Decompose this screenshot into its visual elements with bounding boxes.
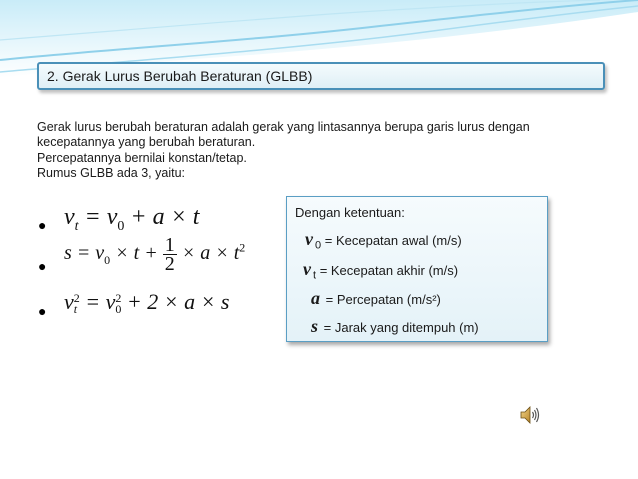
f1-rest: + a × t — [124, 204, 200, 230]
f3-lhs: v — [64, 289, 74, 314]
f3-lhs-sup: 2 — [73, 290, 80, 305]
f3-body-sub: 0 — [115, 301, 122, 316]
f2-mid: × t + — [110, 242, 163, 265]
intro-line-2: kecepatannya yang berubah beraturan. — [37, 135, 256, 149]
f2-body: = v — [71, 242, 105, 265]
f2-num: 1 — [164, 234, 175, 256]
f1-lhs-sub: t — [74, 218, 79, 234]
f3-body: = v — [79, 289, 116, 314]
f2-lhs: s — [64, 242, 72, 265]
header-wave-decoration — [0, 0, 638, 110]
legend-symbol: a — [311, 288, 320, 308]
f2-fraction — [163, 236, 177, 273]
legend-symbol: v — [305, 229, 313, 249]
legend-item-acceleration — [311, 288, 441, 309]
f2-rest: × a × t — [176, 242, 240, 265]
formula-velocity — [64, 204, 199, 235]
f1-lhs: v — [64, 204, 75, 230]
f2-den: 2 — [164, 253, 175, 275]
legend-text: = Kecepatan akhir (m/s) — [319, 263, 459, 278]
legend-text: = Kecepatan awal (m/s) — [324, 233, 462, 248]
f3-lhs-sub: t — [73, 301, 78, 316]
legend-symbol: s — [311, 316, 319, 336]
legend-text: = Percepatan (m/s²) — [325, 292, 441, 307]
slide-title-box — [37, 62, 605, 90]
legend-symbol-sub: 0 — [315, 239, 322, 252]
bullet-1: ● — [38, 217, 47, 233]
slide-title: 2. Gerak Lurus Berubah Beraturan (GLBB) — [47, 68, 313, 84]
speaker-icon[interactable] — [519, 404, 541, 426]
legend-item-initial-velocity — [305, 229, 462, 252]
legend-symbol: v — [303, 259, 311, 279]
intro-line-4: Rumus GLBB ada 3, yaitu: — [37, 166, 185, 180]
f1-body-sub: 0 — [117, 218, 125, 234]
f3-body-sup: 2 — [115, 290, 122, 305]
bullet-2: ● — [38, 258, 47, 274]
legend-symbol-sub: t — [313, 269, 317, 282]
f2-rest-sup: 2 — [239, 240, 246, 255]
formula-velocity-squared — [64, 289, 230, 315]
legend-item-final-velocity — [303, 259, 458, 282]
f1-body: = v — [78, 204, 118, 230]
legend-heading: Dengan ketentuan: — [295, 205, 405, 220]
bullet-3: ● — [38, 303, 47, 319]
legend-item-distance — [311, 316, 479, 337]
f2-body-sub: 0 — [104, 253, 111, 268]
intro-line-1: Gerak lurus berubah beraturan adalah gerak yang lintasannya berupa garis lurus dengan — [37, 120, 530, 134]
intro-line-3: Percepatannya bernilai konstan/tetap. — [37, 151, 247, 165]
legend-text: = Jarak yang ditempuh (m) — [323, 320, 479, 335]
formula-displacement — [64, 236, 245, 273]
legend-box — [286, 196, 548, 342]
f3-rest: + 2 × a × s — [121, 289, 230, 314]
